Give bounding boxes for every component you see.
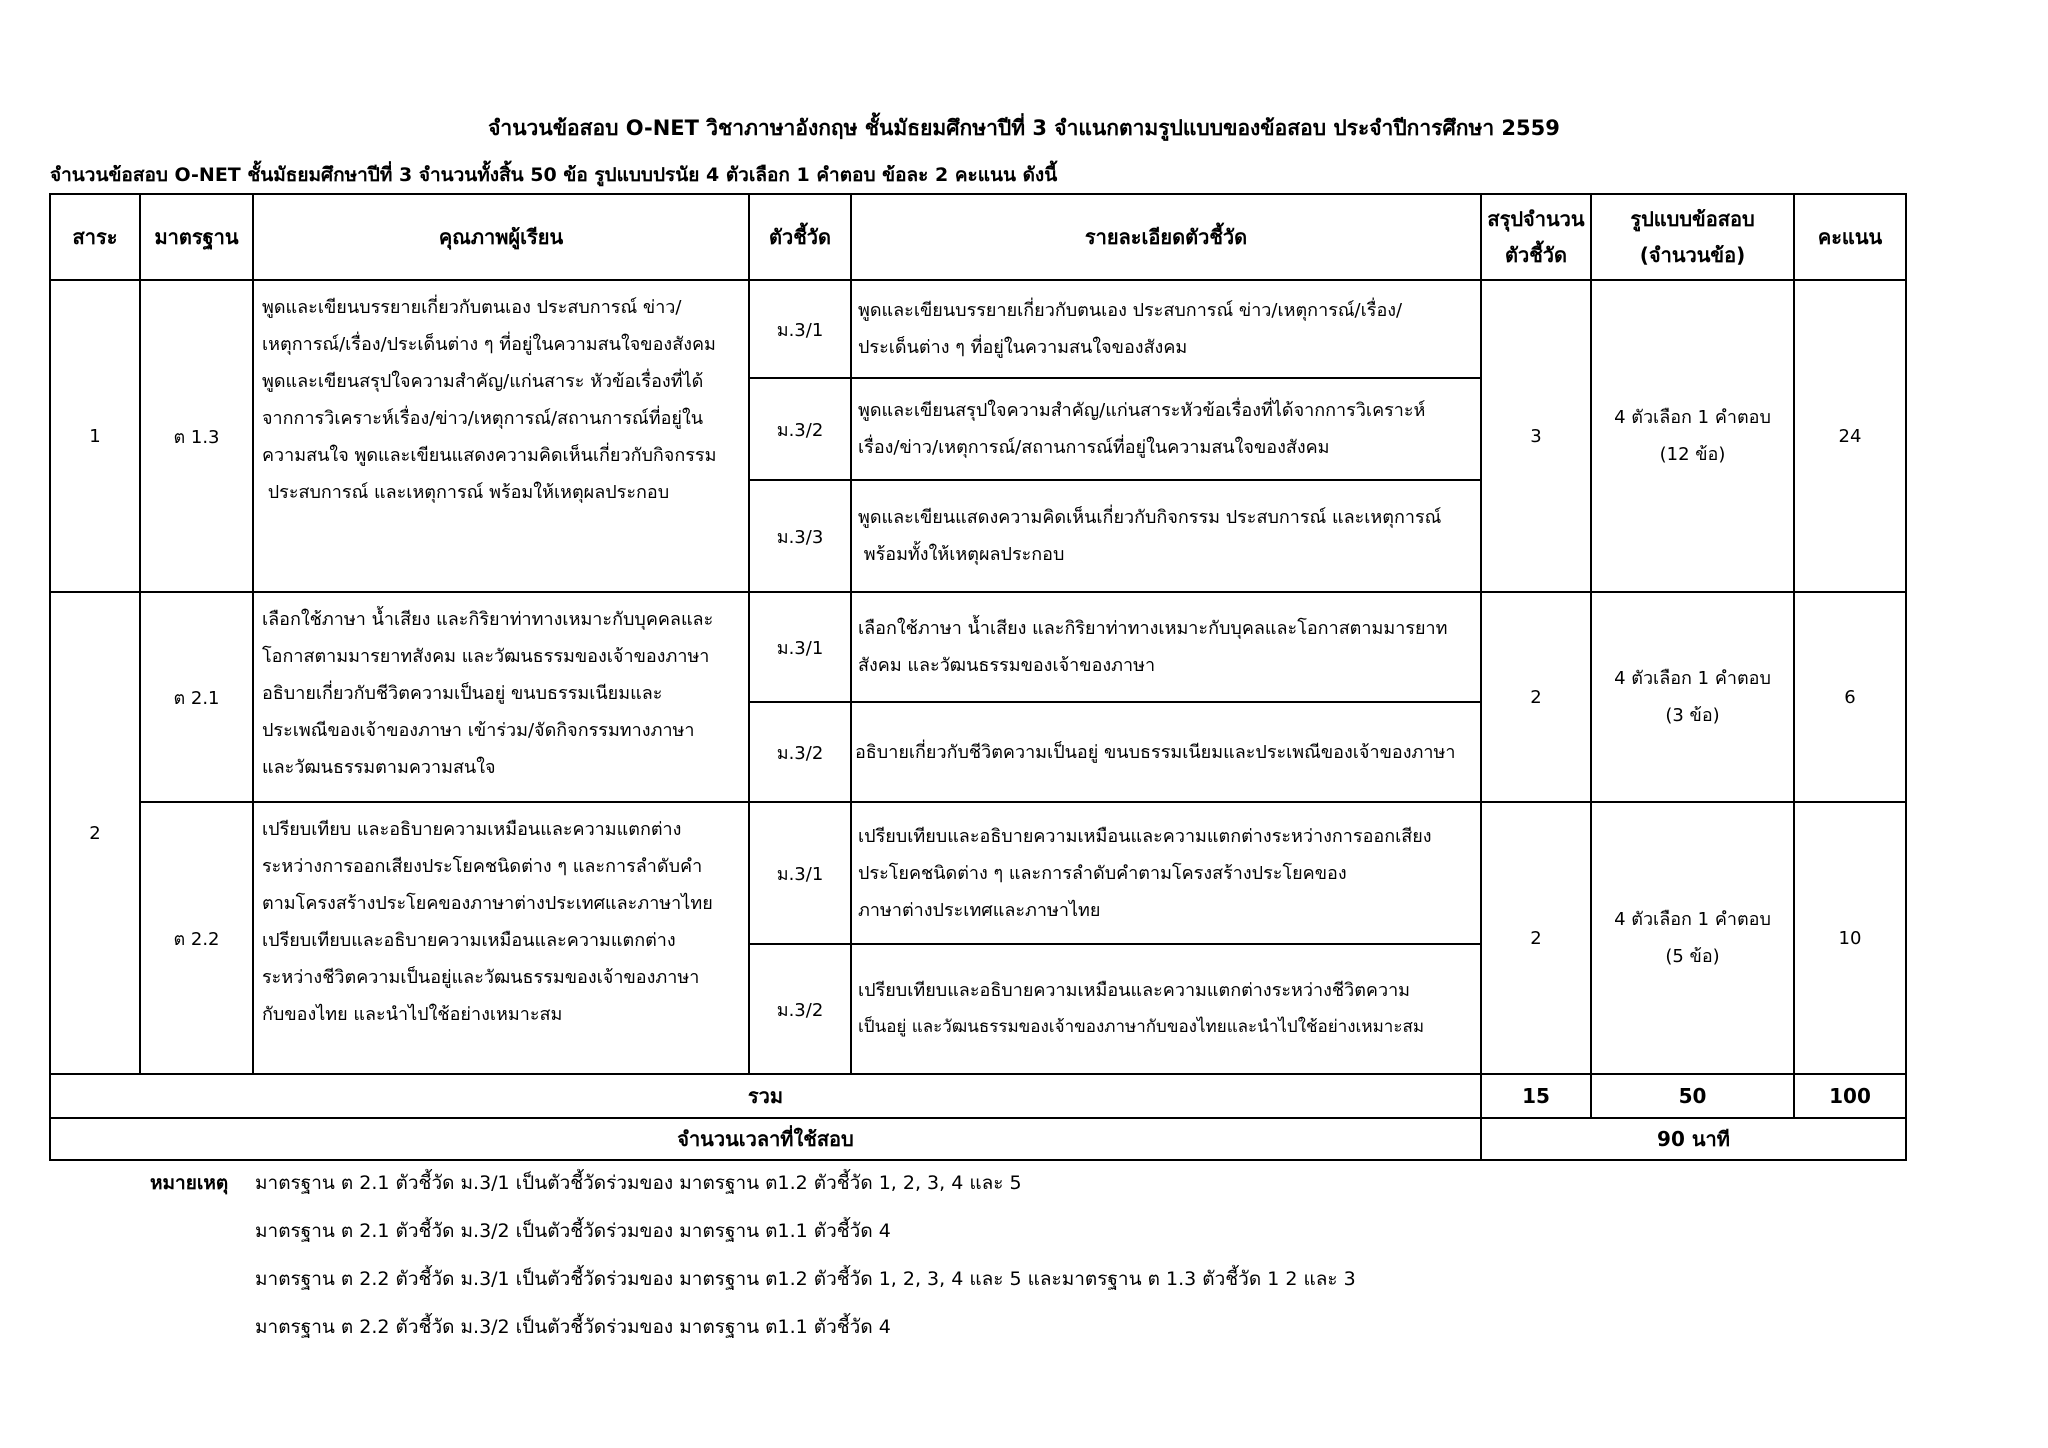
table-row <box>50 592 1906 702</box>
indicator-detail <box>851 280 1481 378</box>
detail-line: ประเด็นต่าง ๆ ที่อยู่ในความสนใจของสังคม <box>858 337 1188 358</box>
header-summary <box>1481 194 1591 280</box>
quality-line: เหตุการณ์/เรื่อง/ประเด็นต่าง ๆ ที่อยู่ในความสนใจของสังคม <box>262 334 716 355</box>
quality-line: เปรียบเทียบและอธิบายความเหมือนและความแตกต่าง <box>262 930 676 951</box>
quality-line: ระหว่างการออกเสียงประโยคชนิดต่าง ๆ และการลำดับคำ <box>262 856 703 877</box>
quality-line: เลือกใช้ภาษา น้ำเสียง และกิริยาท่าทางเหมาะกับบุคคลและ <box>262 609 714 630</box>
total-row <box>50 1074 1906 1118</box>
quality-line: จากการวิเคราะห์เรื่อง/ข่าว/เหตุการณ์/สถานการณ์ที่อยู่ใน <box>262 408 704 429</box>
indicator-code: ม.3/1 <box>749 592 851 702</box>
total-summary: 15 <box>1481 1074 1591 1118</box>
detail-line: พูดและเขียนบรรยายเกี่ยวกับตนเอง ประสบการณ์ ข่าว/เหตุการณ์/เรื่อง/ <box>858 300 1403 321</box>
format-line1: 4 ตัวเลือก 1 คำตอบ <box>1614 909 1771 930</box>
header-summary-line1: สรุปจำนวน <box>1487 207 1585 231</box>
table-row <box>50 280 1906 378</box>
format-line1: 4 ตัวเลือก 1 คำตอบ <box>1614 407 1771 428</box>
note-line: มาตรฐาน ต 2.1 ตัวชี้วัด ม.3/1 เป็นตัวชี้วัดร่วมของ มาตรฐาน ต1.2 ตัวชี้วัด 1, 2, 3, 4 และ 5 <box>255 1172 1022 1194</box>
detail-line: อธิบายเกี่ยวกับชีวิตความเป็นอยู่ ขนบธรรมเนียมและประเพณีของเจ้าของภาษา <box>855 741 1456 763</box>
table-row <box>50 802 1906 944</box>
indicator-detail <box>851 592 1481 702</box>
quality-line: พูดและเขียนสรุปใจความสำคัญ/แก่นสาระ หัวข้อเรื่องที่ได้ <box>262 371 704 392</box>
detail-line: สังคม และวัฒนธรรมของเจ้าของภาษา <box>858 655 1156 676</box>
indicator-detail <box>851 378 1481 480</box>
header-quality: คุณภาพผู้เรียน <box>253 194 749 280</box>
total-score: 100 <box>1794 1074 1906 1118</box>
indicator-detail <box>851 702 1481 802</box>
quality-cell <box>253 280 749 592</box>
detail-line: เปรียบเทียบและอธิบายความเหมือนและความแตกต่างระหว่างการออกเสียง <box>858 825 1432 847</box>
format-line2: (5 ข้อ) <box>1665 946 1720 967</box>
total-items: 50 <box>1591 1074 1794 1118</box>
quality-line: กับของไทย และนำไปใช้อย่างเหมาะสม <box>262 1004 563 1025</box>
time-value: 90 นาที <box>1481 1118 1906 1160</box>
header-score: คะแนน <box>1794 194 1906 280</box>
page-title: จำนวนข้อสอบ O-NET วิชาภาษาอังกฤษ ชั้นมัธยมศึกษาปีที่ 3 จำแนกตามรูปแบบของข้อสอบ ประจำปีการศึกษา 2559 <box>488 116 1560 140</box>
header-indicator: ตัวชี้วัด <box>749 194 851 280</box>
quality-cell <box>253 592 749 802</box>
header-format-line1: รูปแบบข้อสอบ <box>1630 207 1755 231</box>
quality-line: ตามโครงสร้างประโยคของภาษาต่างประเทศและภาษาไทย <box>262 893 713 914</box>
time-label: จำนวนเวลาที่ใช้สอบ <box>50 1118 1481 1160</box>
quality-cell <box>253 802 749 1074</box>
standard-cell: ต 2.1 <box>140 592 253 802</box>
detail-line: เป็นอยู่ และวัฒนธรรมของเจ้าของภาษากับของไทยและนำไปใช้อย่างเหมาะสม <box>858 1017 1425 1037</box>
header-detail: รายละเอียดตัวชี้วัด <box>851 194 1481 280</box>
quality-line: และวัฒนธรรมตามความสนใจ <box>262 757 496 778</box>
notes-label: หมายเหตุ <box>150 1172 229 1194</box>
summary-cell: 2 <box>1481 802 1591 1074</box>
indicator-code: ม.3/2 <box>749 944 851 1074</box>
detail-line: พูดและเขียนสรุปใจความสำคัญ/แก่นสาระหัวข้อเรื่องที่ได้จากการวิเคราะห์ <box>858 400 1426 421</box>
header-format-line2: (จำนวนข้อ) <box>1639 243 1746 267</box>
standard-cell: ต 1.3 <box>140 280 253 592</box>
indicator-code: ม.3/1 <box>749 280 851 378</box>
format-cell <box>1591 592 1794 802</box>
format-line2: (12 ข้อ) <box>1659 444 1726 465</box>
quality-line: ประสบการณ์ และเหตุการณ์ พร้อมให้เหตุผลประกอบ <box>262 482 670 503</box>
format-line2: (3 ข้อ) <box>1665 705 1720 726</box>
quality-line: ความสนใจ พูดและเขียนแสดงความคิดเห็นเกี่ยวกับกิจกรรม <box>262 445 717 466</box>
sara-cell: 1 <box>50 280 140 592</box>
format-line1: 4 ตัวเลือก 1 คำตอบ <box>1614 668 1771 689</box>
indicator-detail <box>851 802 1481 944</box>
sara-cell: 2 <box>50 592 140 1074</box>
quality-line: เปรียบเทียบ และอธิบายความเหมือนและความแตกต่าง <box>262 819 682 840</box>
exam-table <box>49 193 1907 1161</box>
summary-cell: 3 <box>1481 280 1591 592</box>
note-line: มาตรฐาน ต 2.1 ตัวชี้วัด ม.3/2 เป็นตัวชี้วัดร่วมของ มาตรฐาน ต1.1 ตัวชี้วัด 4 <box>255 1220 891 1242</box>
header-standard: มาตรฐาน <box>140 194 253 280</box>
detail-line: ประโยคชนิดต่าง ๆ และการลำดับคำตามโครงสร้างประโยคของ <box>858 862 1347 884</box>
detail-line: เลือกใช้ภาษา น้ำเสียง และกิริยาท่าทางเหมาะกับบุคลและโอกาสตามมารยาท <box>858 618 1448 639</box>
header-row <box>50 194 1906 280</box>
detail-line: เปรียบเทียบและอธิบายความเหมือนและความแตกต่างระหว่างชีวิตความ <box>858 980 1411 1001</box>
time-row <box>50 1118 1906 1160</box>
format-cell <box>1591 280 1794 592</box>
detail-line: เรื่อง/ข่าว/เหตุการณ์/สถานการณ์ที่อยู่ในความสนใจของสังคม <box>858 437 1330 458</box>
score-cell: 24 <box>1794 280 1906 592</box>
indicator-code: ม.3/3 <box>749 480 851 592</box>
note-line: มาตรฐาน ต 2.2 ตัวชี้วัด ม.3/1 เป็นตัวชี้วัดร่วมของ มาตรฐาน ต1.2 ตัวชี้วัด 1, 2, 3, 4 และ 5 และมาตรฐาน ต 1.3 ตัวชี้วัด 1 2 และ 3 <box>255 1268 1356 1290</box>
quality-line: อธิบายเกี่ยวกับชีวิตความเป็นอยู่ ขนบธรรมเนียมและ <box>262 683 663 704</box>
page-subtitle: จำนวนข้อสอบ O-NET ชั้นมัธยมศึกษาปีที่ 3 จำนวนทั้งสิ้น 50 ข้อ รูปแบบปรนัย 4 ตัวเลือก 1 คำตอบ ข้อละ 2 คะแนน ดังนี้ <box>50 164 1058 186</box>
indicator-detail <box>851 480 1481 592</box>
indicator-detail <box>851 944 1481 1074</box>
summary-cell: 2 <box>1481 592 1591 802</box>
header-sara: สาระ <box>50 194 140 280</box>
quality-line: โอกาสตามมารยาทสังคม และวัฒนธรรมของเจ้าของภาษา <box>262 646 710 667</box>
header-format <box>1591 194 1794 280</box>
format-cell <box>1591 802 1794 1074</box>
quality-line: ระหว่างชีวิตความเป็นอยู่และวัฒนธรรมของเจ้าของภาษา <box>262 967 700 988</box>
total-label: รวม <box>50 1074 1481 1118</box>
standard-cell: ต 2.2 <box>140 802 253 1074</box>
indicator-code: ม.3/2 <box>749 702 851 802</box>
detail-line: พูดและเขียนแสดงความคิดเห็นเกี่ยวกับกิจกรรม ประสบการณ์ และเหตุการณ์ <box>858 507 1442 528</box>
indicator-code: ม.3/2 <box>749 378 851 480</box>
score-cell: 6 <box>1794 592 1906 802</box>
score-cell: 10 <box>1794 802 1906 1074</box>
quality-line: พูดและเขียนบรรยายเกี่ยวกับตนเอง ประสบการณ์ ข่าว/ <box>262 297 682 318</box>
detail-line: พร้อมทั้งให้เหตุผลประกอบ <box>858 544 1065 565</box>
detail-line: ภาษาต่างประเทศและภาษาไทย <box>858 899 1101 921</box>
quality-line: ประเพณีของเจ้าของภาษา เข้าร่วม/จัดกิจกรรมทางภาษา <box>262 720 695 741</box>
indicator-code: ม.3/1 <box>749 802 851 944</box>
header-summary-line2: ตัวชี้วัด <box>1504 243 1567 267</box>
note-line: มาตรฐาน ต 2.2 ตัวชี้วัด ม.3/2 เป็นตัวชี้วัดร่วมของ มาตรฐาน ต1.1 ตัวชี้วัด 4 <box>255 1316 891 1338</box>
